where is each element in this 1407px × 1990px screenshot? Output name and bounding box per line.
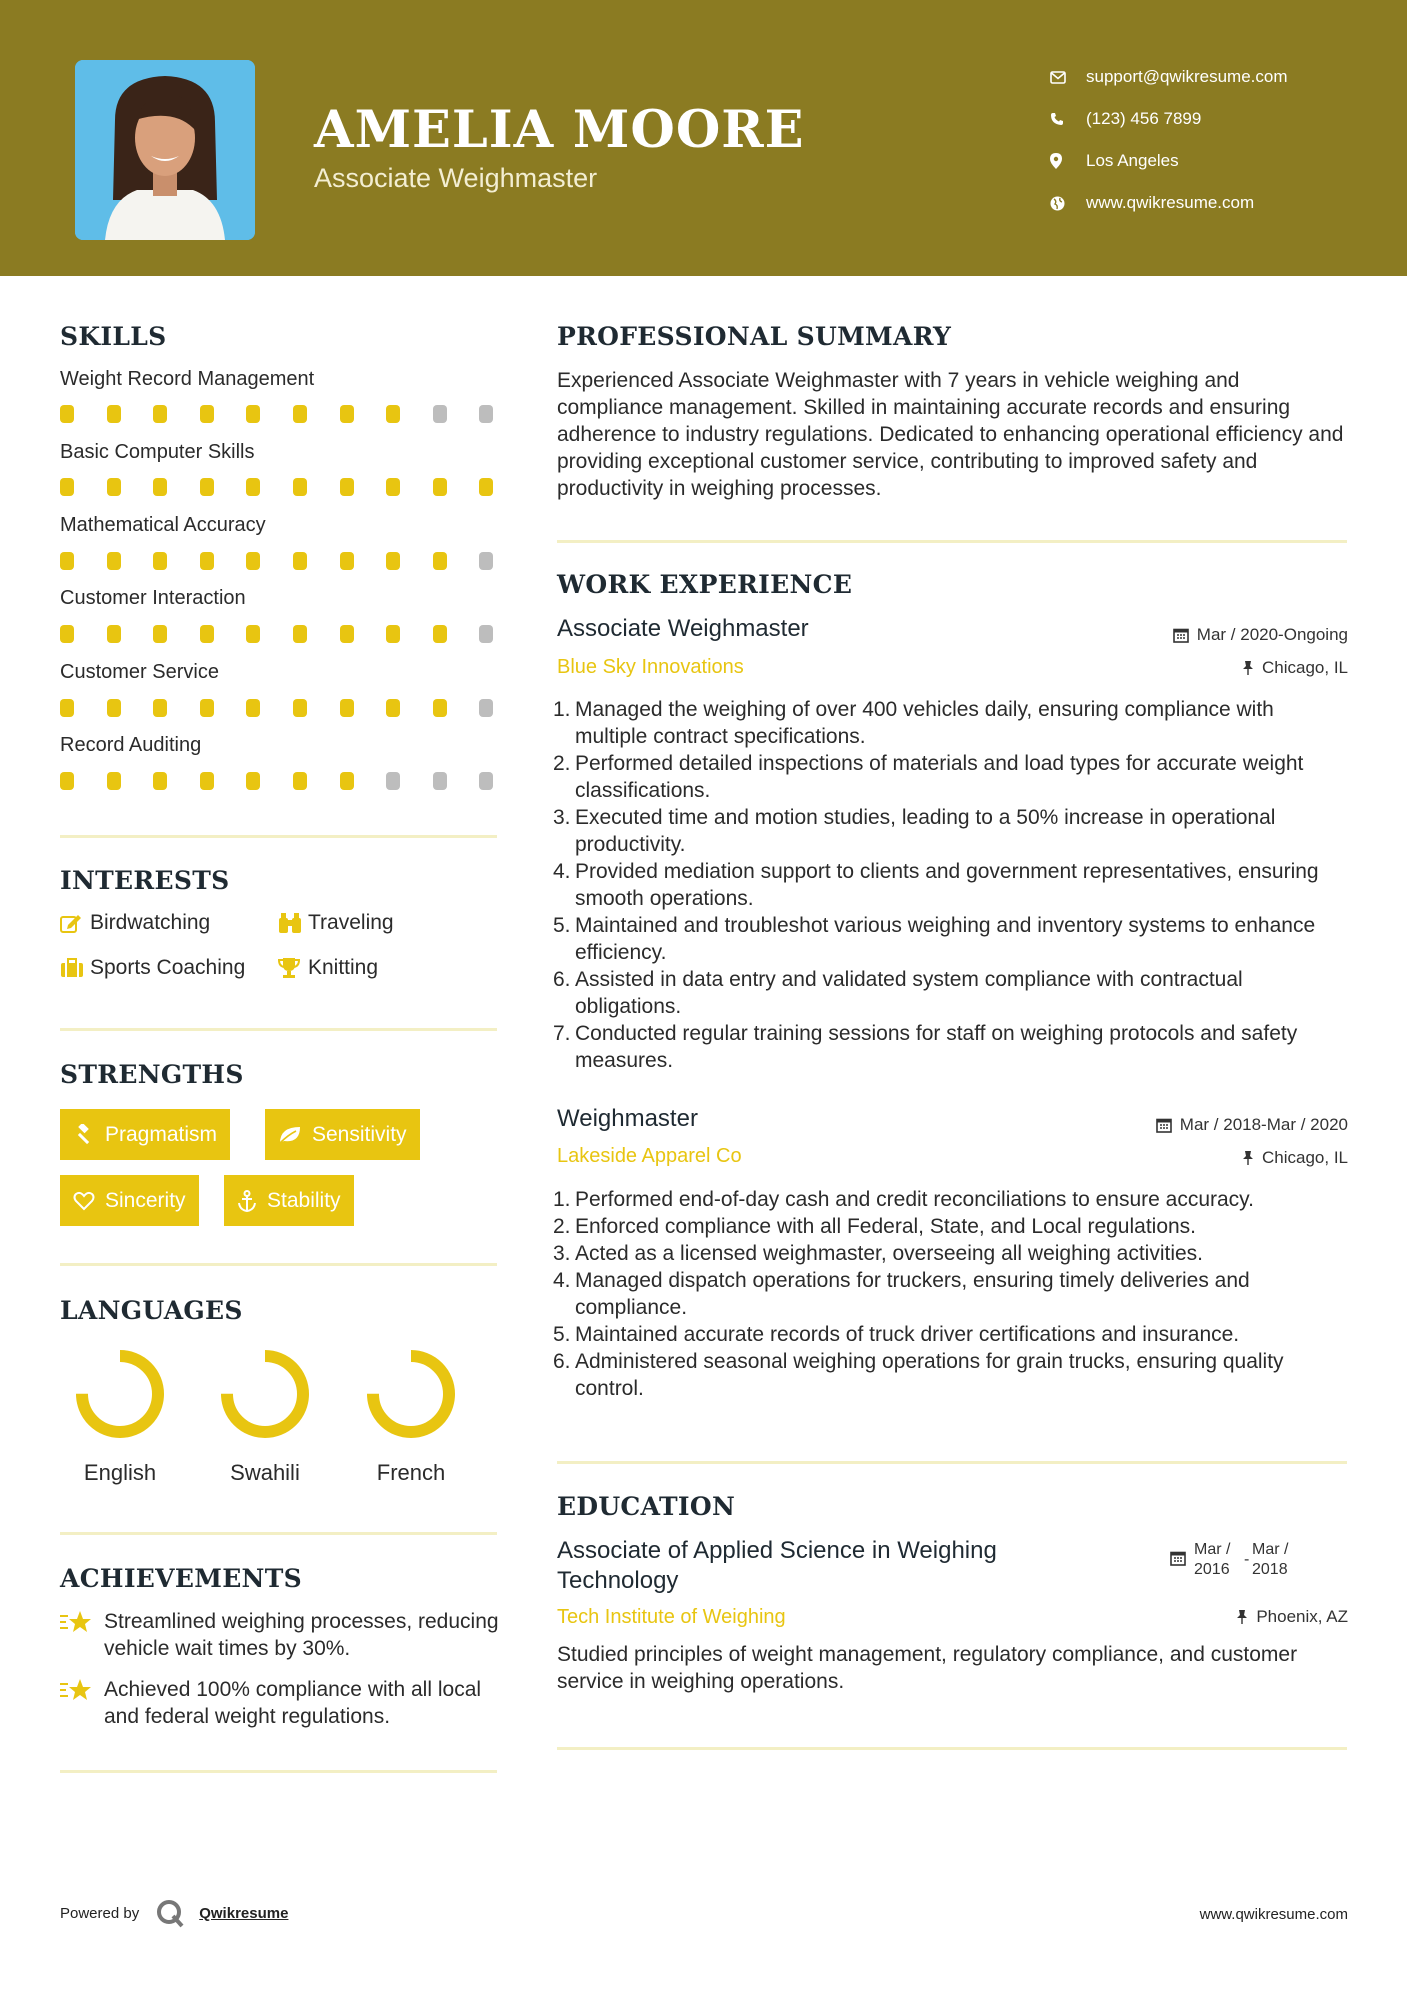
- skill-dot-filled: [386, 625, 400, 643]
- skill-name: Weight Record Management: [60, 368, 315, 390]
- job-bullet: [553, 912, 1345, 966]
- interests-heading: INTERESTS: [60, 866, 230, 895]
- job-bullet: [553, 696, 1345, 750]
- job-bullet: [553, 1240, 1345, 1267]
- bullet-text: Performed end-of-day cash and credit reconciliations to ensure accuracy.: [575, 1188, 1254, 1211]
- skill-dot-filled: [433, 625, 447, 643]
- skill-dot-filled: [340, 405, 354, 423]
- contact-location: [1050, 140, 1380, 182]
- contact-email[interactable]: [1050, 56, 1380, 98]
- skill-dot-filled: [200, 625, 214, 643]
- language-item: [200, 1348, 330, 1486]
- strength-label: Sensitivity: [312, 1122, 407, 1146]
- anchor-icon: [237, 1190, 257, 1212]
- skill-dot-filled: [153, 552, 167, 570]
- skill-dot-filled: [386, 478, 400, 496]
- skill-dot-filled: [153, 625, 167, 643]
- skill-dot-filled: [293, 625, 307, 643]
- contact-website[interactable]: [1050, 182, 1380, 224]
- bullet-number: 7.: [553, 1022, 571, 1045]
- languages-heading: LANGUAGES: [60, 1296, 243, 1325]
- language-progress-ring: [74, 1348, 166, 1440]
- skill-dot-filled: [107, 699, 121, 717]
- skill-dot-empty: [386, 772, 400, 790]
- language-label: Swahili: [230, 1460, 300, 1485]
- strength-tag: [224, 1175, 354, 1226]
- skill-name: Mathematical Accuracy: [60, 514, 266, 536]
- skill-dot-filled: [386, 552, 400, 570]
- achievement-item: [60, 1676, 500, 1730]
- job-location-text: Chicago, IL: [1262, 658, 1348, 677]
- skill-dot-filled: [153, 405, 167, 423]
- skill-rating: [60, 552, 500, 570]
- job-bullet: [553, 1267, 1345, 1321]
- skill-dot-empty: [479, 405, 493, 423]
- bullet-number: 4.: [553, 1269, 571, 1292]
- pencil-square-icon: [60, 913, 90, 933]
- envelope-icon: [1050, 71, 1086, 84]
- job-dates: [1156, 1115, 1348, 1135]
- skill-name: Customer Service: [60, 661, 219, 683]
- skill-dot-filled: [60, 625, 74, 643]
- job-dates-text: Mar / 2018-Mar / 2020: [1179, 1115, 1348, 1134]
- achievement-text: Streamlined weighing processes, reducing vehicle wait times by 30%.: [104, 1610, 499, 1660]
- globe-icon: [1050, 196, 1086, 211]
- company-name: Lakeside Apparel Co: [557, 1145, 742, 1167]
- education-description: Studied principles of weight management, regulatory compliance, and customer service in weighing operations.: [557, 1643, 1298, 1693]
- skill-rating: [60, 478, 500, 496]
- bullet-text: Maintained accurate records of truck driver certifications and insurance.: [575, 1323, 1240, 1346]
- contact-phone-text: (123) 456 7899: [1086, 109, 1202, 128]
- section-divider: [60, 1770, 497, 1773]
- interest-item: [278, 956, 378, 980]
- job-dates: [1173, 625, 1348, 645]
- bullet-text: Administered seasonal weighing operations for grain trucks, ensuring quality control.: [575, 1350, 1284, 1400]
- skill-dot-filled: [153, 772, 167, 790]
- education-location-text: Phoenix, AZ: [1256, 1607, 1348, 1626]
- interest-label: Traveling: [308, 911, 394, 934]
- skill-dot-filled: [246, 405, 260, 423]
- skill-name: Basic Computer Skills: [60, 441, 255, 463]
- bullet-text: Executed time and motion studies, leading to a 50% increase in operational productivity.: [575, 806, 1276, 856]
- bullet-text: Managed the weighing of over 400 vehicles daily, ensuring compliance with multiple contract specifications.: [575, 698, 1274, 748]
- education-heading: EDUCATION: [557, 1492, 736, 1521]
- calendar-icon: [1170, 1540, 1186, 1566]
- skill-dot-filled: [60, 478, 74, 496]
- qwikresume-link[interactable]: Qwikresume: [199, 1904, 289, 1922]
- contact-phone[interactable]: [1050, 98, 1380, 140]
- experience-heading: WORK EXPERIENCE: [557, 570, 853, 599]
- briefcase-icon: [60, 958, 90, 978]
- calendar-icon: [1156, 1117, 1172, 1133]
- bullet-number: 3.: [553, 806, 571, 829]
- bullet-text: Maintained and troubleshot various weighing and inventory systems to enhance efficiency.: [575, 914, 1316, 964]
- job-bullet: [553, 804, 1345, 858]
- language-progress-ring: [365, 1348, 457, 1440]
- skill-dot-filled: [60, 699, 74, 717]
- summary-heading: PROFESSIONAL SUMMARY: [557, 322, 952, 351]
- job-bullets: [553, 696, 1345, 1074]
- job-location: [1242, 658, 1348, 678]
- binoculars-icon: [278, 912, 308, 934]
- skill-dot-filled: [479, 478, 493, 496]
- bullet-text: Assisted in data entry and validated system compliance with contractual obligations.: [575, 968, 1243, 1018]
- skill-dot-filled: [107, 405, 121, 423]
- skill-dot-filled: [433, 478, 447, 496]
- job-location: [1242, 1148, 1348, 1168]
- section-divider: [557, 540, 1347, 543]
- skill-dot-filled: [246, 699, 260, 717]
- star-medal-icon: [60, 1676, 104, 1730]
- skill-dot-empty: [479, 699, 493, 717]
- skill-dot-filled: [246, 772, 260, 790]
- bullet-number: 1.: [553, 698, 571, 721]
- bullet-number: 4.: [553, 860, 571, 883]
- job-bullet: [553, 1348, 1345, 1402]
- section-divider: [60, 1532, 497, 1535]
- profile-photo: [75, 60, 255, 240]
- education-start: Mar / 2016: [1194, 1541, 1231, 1578]
- language-item: [55, 1348, 185, 1486]
- skill-dot-filled: [107, 552, 121, 570]
- company-name: Blue Sky Innovations: [557, 656, 744, 678]
- skill-dot-empty: [433, 772, 447, 790]
- skill-dot-filled: [246, 478, 260, 496]
- interest-label: Sports Coaching: [90, 956, 246, 979]
- section-divider: [60, 1263, 497, 1266]
- contact-email-text: support@qwikresume.com: [1086, 67, 1288, 86]
- candidate-title: Associate Weighmaster: [314, 163, 598, 193]
- skill-dot-filled: [433, 699, 447, 717]
- skill-dot-filled: [340, 772, 354, 790]
- skill-dot-filled: [60, 552, 74, 570]
- bullet-number: 3.: [553, 1242, 571, 1265]
- interest-item: [278, 911, 394, 935]
- skill-dot-filled: [340, 478, 354, 496]
- footer-powered-by: [60, 1898, 288, 1928]
- skill-dot-filled: [340, 625, 354, 643]
- skill-dot-filled: [340, 552, 354, 570]
- achievement-text: Achieved 100% compliance with all local and federal weight regulations.: [104, 1678, 482, 1728]
- section-divider: [60, 835, 497, 838]
- qwikresume-logo-icon: [155, 1898, 185, 1928]
- pushpin-icon: [1236, 1609, 1248, 1625]
- strengths-heading: STRENGTHS: [60, 1060, 244, 1089]
- skill-dot-filled: [293, 552, 307, 570]
- contact-website-text: www.qwikresume.com: [1086, 193, 1255, 212]
- bullet-number: 5.: [553, 1323, 571, 1346]
- skill-dot-filled: [107, 625, 121, 643]
- powered-by-label: Powered by: [60, 1904, 140, 1922]
- education-dates: [1170, 1540, 1302, 1580]
- contact-list: [1050, 56, 1380, 224]
- contact-location-text: Los Angeles: [1086, 151, 1179, 170]
- strength-tag: [60, 1109, 230, 1160]
- skill-dot-empty: [433, 405, 447, 423]
- strength-tag: [60, 1175, 199, 1226]
- achievement-item: [60, 1608, 500, 1662]
- summary-text: Experienced Associate Weighmaster with 7 years in vehicle weighing and compliance management. Skilled in maintaining accurate records and ensuring adherence to industry regulations. Dedicated to enhancing operational efficiency and providing exceptional customer service, contributing to improved safety and productivity in weighing processes.: [557, 369, 1344, 500]
- strength-label: Pragmatism: [105, 1122, 218, 1146]
- skill-dot-filled: [107, 772, 121, 790]
- skill-rating: [60, 772, 500, 790]
- skill-dot-filled: [246, 552, 260, 570]
- skill-dot-filled: [293, 405, 307, 423]
- skill-rating: [60, 699, 500, 717]
- job-bullet: [553, 1020, 1345, 1074]
- interest-label: Knitting: [308, 956, 379, 979]
- section-divider: [557, 1747, 1347, 1750]
- skill-rating: [60, 625, 500, 643]
- job-title: Associate Weighmaster: [557, 615, 809, 642]
- job-location-text: Chicago, IL: [1262, 1148, 1348, 1167]
- job-bullets: [553, 1186, 1345, 1402]
- candidate-name: AMELIA MOORE: [314, 100, 805, 160]
- strength-label: Sincerity: [105, 1188, 186, 1212]
- bullet-text: Provided mediation support to clients and government representatives, ensuring smooth operations.: [575, 860, 1319, 910]
- language-item: [346, 1348, 476, 1486]
- job-title: Weighmaster: [557, 1105, 698, 1132]
- achievements-heading: ACHIEVEMENTS: [60, 1564, 302, 1593]
- bullet-number: 6.: [553, 968, 571, 991]
- heart-icon: [73, 1191, 95, 1211]
- bullet-number: 2.: [553, 752, 571, 775]
- job-bullet: [553, 1186, 1345, 1213]
- skill-dot-filled: [107, 478, 121, 496]
- bullet-text: Acted as a licensed weighmaster, overseeing all weighing activities.: [575, 1242, 1204, 1265]
- section-divider: [557, 1461, 1347, 1464]
- gavel-icon: [73, 1124, 95, 1146]
- pushpin-icon: [1242, 660, 1254, 676]
- bullet-text: Enforced compliance with all Federal, State, and Local regulations.: [575, 1215, 1197, 1238]
- skill-dot-filled: [386, 699, 400, 717]
- location-pin-icon: [1050, 153, 1086, 169]
- education-end: Mar / 2018: [1252, 1541, 1289, 1578]
- skill-dot-filled: [293, 772, 307, 790]
- phone-icon: [1050, 112, 1086, 126]
- skill-dot-filled: [433, 552, 447, 570]
- education-location: [1236, 1607, 1348, 1627]
- interest-label: Birdwatching: [90, 911, 211, 934]
- skill-dot-filled: [60, 405, 74, 423]
- bullet-number: 5.: [553, 914, 571, 937]
- strength-label: Stability: [267, 1188, 341, 1212]
- skill-dot-empty: [479, 772, 493, 790]
- skill-dot-empty: [479, 625, 493, 643]
- calendar-icon: [1173, 627, 1189, 643]
- skill-rating: [60, 405, 500, 423]
- skill-name: Record Auditing: [60, 734, 202, 756]
- bullet-text: Conducted regular training sessions for staff on weighing protocols and safety measures.: [575, 1022, 1298, 1072]
- strength-tag: [265, 1109, 420, 1160]
- language-label: French: [376, 1460, 446, 1485]
- skill-dot-filled: [200, 699, 214, 717]
- interest-item: [60, 911, 210, 935]
- skill-dot-empty: [479, 552, 493, 570]
- skill-dot-filled: [293, 699, 307, 717]
- bullet-number: 1.: [553, 1188, 571, 1211]
- job-bullet: [553, 750, 1345, 804]
- resume-header: [0, 0, 1407, 276]
- leaf-icon: [278, 1125, 302, 1145]
- skill-dot-filled: [200, 405, 214, 423]
- job-dates-text: Mar / 2020-Ongoing: [1196, 625, 1348, 644]
- bullet-number: 2.: [553, 1215, 571, 1238]
- skill-dot-filled: [200, 772, 214, 790]
- skill-name: Customer Interaction: [60, 587, 246, 609]
- skill-dot-filled: [153, 478, 167, 496]
- degree-title: Associate of Applied Science in Weighing Technology: [557, 1537, 997, 1594]
- star-medal-icon: [60, 1608, 104, 1662]
- footer-url[interactable]: www.qwikresume.com: [1199, 1906, 1348, 1923]
- language-progress-ring: [219, 1348, 311, 1440]
- skill-dot-filled: [200, 478, 214, 496]
- section-divider: [60, 1028, 497, 1031]
- job-bullet: [553, 1213, 1345, 1240]
- school-name: Tech Institute of Weighing: [557, 1606, 786, 1628]
- interest-item: [60, 956, 245, 980]
- language-label: English: [83, 1460, 157, 1485]
- skill-dot-filled: [340, 699, 354, 717]
- skills-heading: SKILLS: [60, 322, 167, 351]
- trophy-icon: [278, 957, 308, 979]
- job-bullet: [553, 858, 1345, 912]
- bullet-number: 6.: [553, 1350, 571, 1373]
- bullet-text: Performed detailed inspections of materials and load types for accurate weight classifications.: [575, 752, 1304, 802]
- skill-dot-filled: [153, 699, 167, 717]
- job-bullet: [553, 966, 1345, 1020]
- skill-dot-filled: [200, 552, 214, 570]
- skill-dot-filled: [246, 625, 260, 643]
- skill-dot-filled: [293, 478, 307, 496]
- bullet-text: Managed dispatch operations for truckers, ensuring timely deliveries and compliance.: [575, 1269, 1250, 1319]
- skill-dot-filled: [60, 772, 74, 790]
- job-bullet: [553, 1321, 1345, 1348]
- pushpin-icon: [1242, 1150, 1254, 1166]
- skill-dot-filled: [386, 405, 400, 423]
- date-separator: -: [1244, 1551, 1250, 1568]
